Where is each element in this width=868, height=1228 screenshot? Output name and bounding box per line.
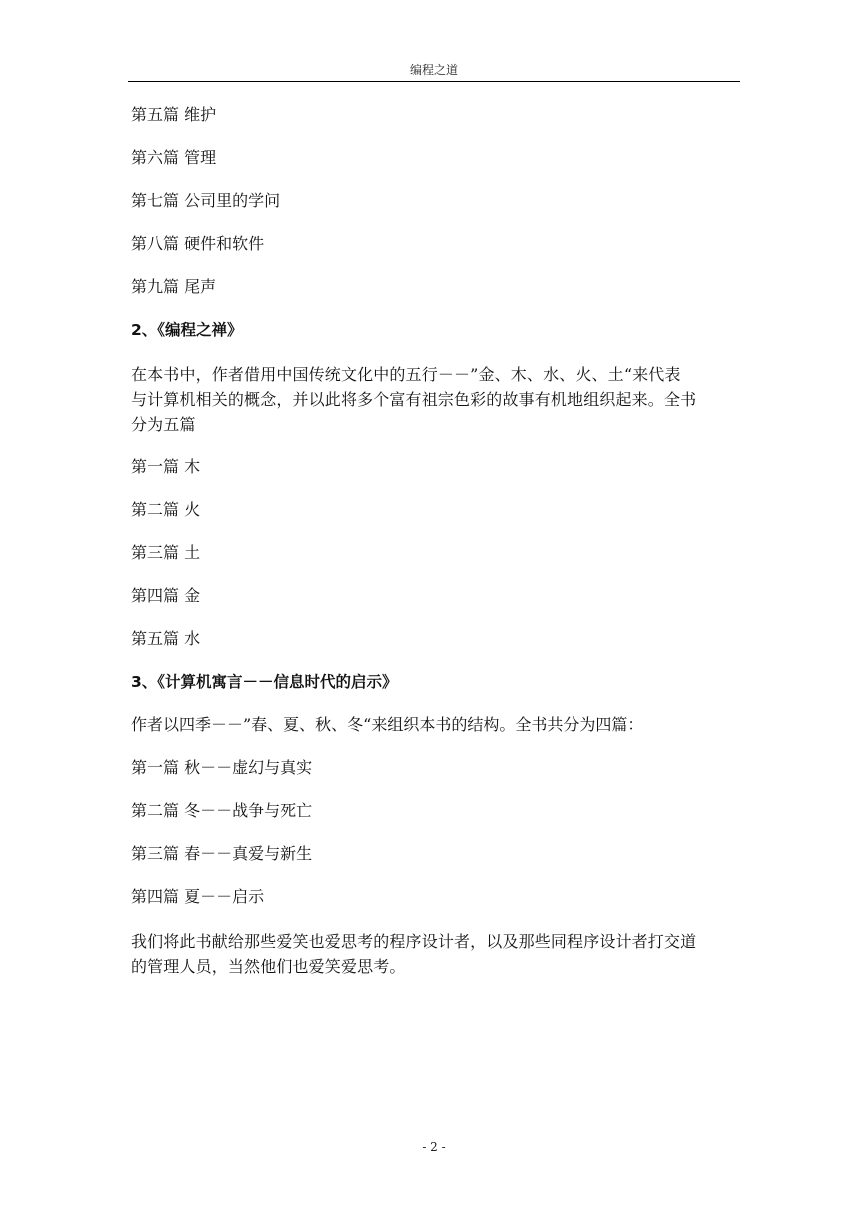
chapter-item: 第一篇 秋－－虚幻与真实 bbox=[131, 758, 313, 777]
paragraph-line: 的管理人员，当然他们也爱笑爱思考。 bbox=[131, 957, 406, 976]
page-footer bbox=[0, 1140, 868, 1154]
chapter-item: 第七篇 公司里的学问 bbox=[131, 191, 281, 210]
document-body bbox=[131, 104, 743, 998]
chapter-item: 第八篇 硬件和软件 bbox=[131, 234, 265, 253]
chapter-item: 第五篇 维护 bbox=[131, 105, 217, 124]
chapter-item: 第四篇 金 bbox=[131, 586, 201, 605]
section-heading: 3、《计算机寓言－－信息时代的启示》 bbox=[131, 673, 398, 691]
section-intro: 作者以四季－－”春、夏、秋、冬“来组织本书的结构。全书共分为四篇： bbox=[131, 715, 644, 734]
chapter-item: 第二篇 火 bbox=[131, 500, 201, 519]
paragraph-line: 在本书中，作者借用中国传统文化中的五行－－”金、木、水、火、土“来代表 bbox=[131, 365, 681, 384]
chapter-item: 第一篇 木 bbox=[131, 457, 201, 476]
page-header bbox=[128, 60, 740, 82]
paragraph-line: 分为五篇 bbox=[131, 415, 196, 434]
closing-paragraph bbox=[131, 929, 743, 979]
section-paragraph bbox=[131, 362, 743, 437]
paragraph-line: 我们将此书献给那些爱笑也爱思考的程序设计者，以及那些同程序设计者打交道 bbox=[131, 932, 697, 951]
page-number: - 2 - bbox=[422, 1140, 446, 1154]
chapter-item: 第三篇 春－－真爱与新生 bbox=[131, 844, 313, 863]
header-title: 编程之道 bbox=[409, 63, 458, 77]
chapter-item: 第六篇 管理 bbox=[131, 148, 217, 167]
chapter-item: 第四篇 夏－－启示 bbox=[131, 887, 265, 906]
chapter-item: 第五篇 水 bbox=[131, 629, 201, 648]
paragraph-line: 与计算机相关的概念，并以此将多个富有祖宗色彩的故事有机地组织起来。全书 bbox=[131, 390, 697, 409]
chapter-item: 第九篇 尾声 bbox=[131, 277, 217, 296]
chapter-item: 第二篇 冬－－战争与死亡 bbox=[131, 801, 313, 820]
section-heading: 2、《编程之禅》 bbox=[131, 321, 243, 339]
chapter-item: 第三篇 土 bbox=[131, 543, 201, 562]
